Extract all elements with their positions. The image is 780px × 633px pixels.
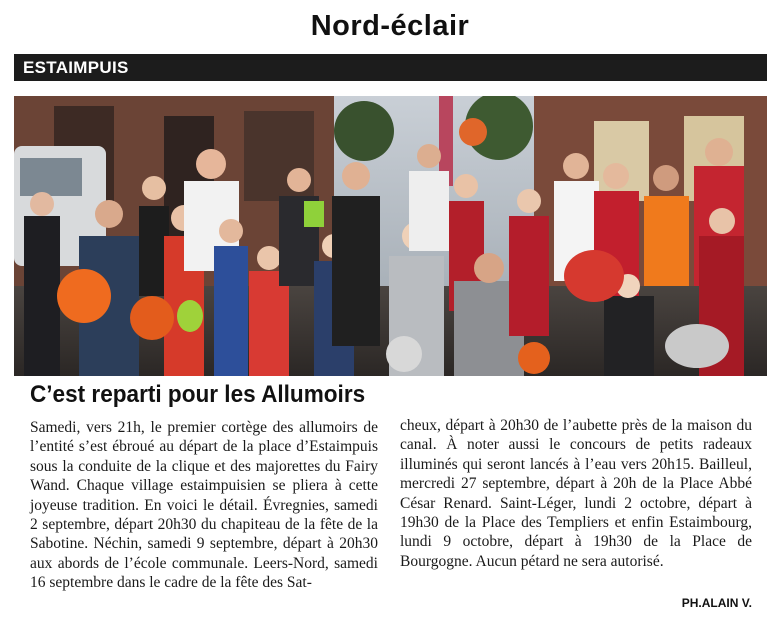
article-column-right: cheux, départ à 20h30 de l’aubette près de la maison du canal. À noter aussi le concours de petits radeaux illuminés qui seront lancés à l’eau vers 20h15. Bailleul, mercredi 27 septembre, départ à 20h de la Place Abbé César Renard. Saint-Léger, lundi 2 octobre, départ à 19h30 de la Place des Templiers et enfin Estaimbourg, lundi 9 octobre, départ à 19h30 de la Place de Bourgogne. Aucun pétard ne sera autorisé. [400, 417, 752, 570]
newspaper-masthead: Nord-éclair [310, 10, 470, 42]
article-photo [14, 96, 767, 376]
article-headline: C’est reparti pour les Allumoirs [30, 381, 366, 408]
section-label: ESTAIMPUIS [23, 58, 129, 77]
article-column-left: Samedi, vers 21h, le premier cortège des allumoirs de l’entité s’est ébroué au départ de la place d’Estaimpuis sous la conduite de la clique et des majorettes du Fairy Wand. Chaque village estaimpuisien se pliera à cette joyeuse tradition. En voici le détail. Évregnies, samedi 2 septembre, départ 20h30 du chapiteau de la fête de la Sabotine. Néchin, samedi 9 septembre, départ à 20h30 aux abords de l’école communale. Leers-Nord, samedi 16 septembre dans le cadre de la fête des Sat- [30, 419, 378, 592]
photo-credit: PH.ALAIN V. [681, 596, 752, 610]
section-label-bar [14, 54, 767, 81]
